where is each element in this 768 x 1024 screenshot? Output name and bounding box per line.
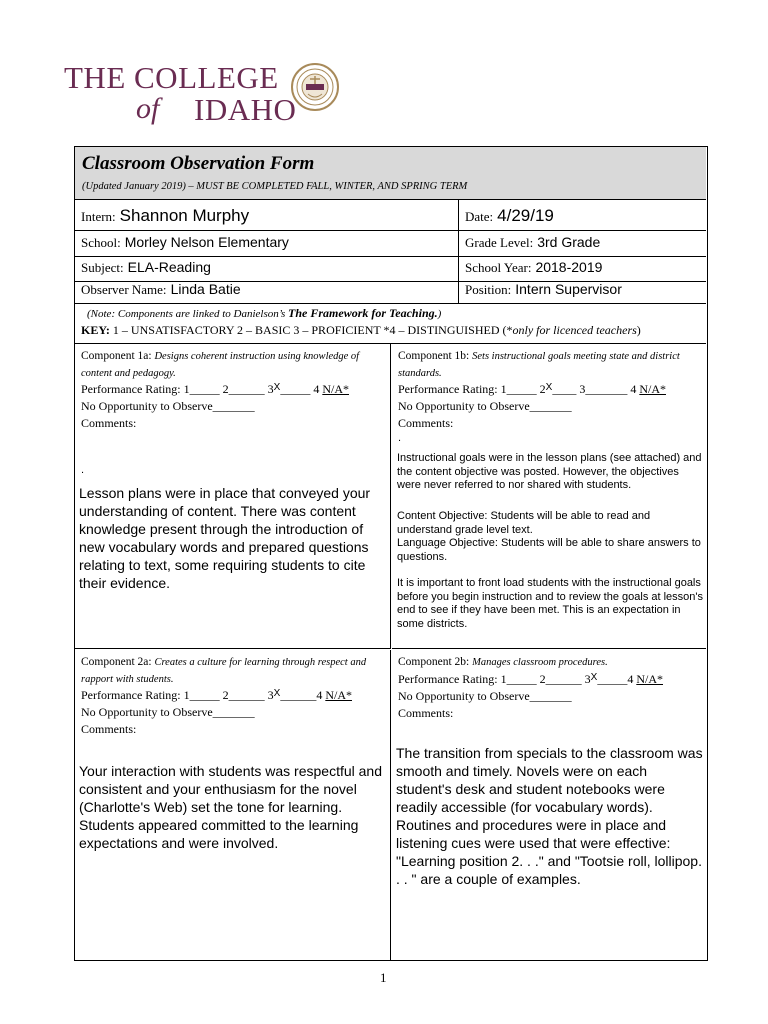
grade-value: 3rd Grade bbox=[537, 234, 601, 250]
rating-scale-end: ____ 3_______ 4 bbox=[552, 382, 640, 396]
observer-row bbox=[75, 282, 706, 304]
logo-text-of: of bbox=[136, 92, 160, 125]
rating-na: N/A* bbox=[639, 382, 666, 396]
component-1a-label: Component 1a: bbox=[81, 350, 155, 362]
form-title-bar bbox=[75, 147, 706, 200]
observer-label: Observer Name: bbox=[81, 282, 167, 297]
rating-scale-end: _____ 4 bbox=[280, 382, 323, 396]
logo-text-line2: IDAHO bbox=[194, 92, 297, 127]
component-1b-desc: Sets instructional goals meeting state and district standards. bbox=[398, 351, 680, 379]
school-year-value: 2018-2019 bbox=[535, 259, 603, 275]
component-1b-heading bbox=[398, 348, 700, 382]
school-row bbox=[75, 231, 706, 257]
rating-scale: Performance Rating: 1_____ 2 bbox=[398, 382, 546, 396]
intern-value: Shannon Murphy bbox=[119, 206, 250, 225]
component-1a-comment: Lesson plans were in place that conveyed your understanding of content. There was content knowledge present through the introduction of new vocabulary words and prepared questions relating to text, some requiring students to cite their evidence. bbox=[79, 485, 371, 591]
page-number: 1 bbox=[380, 970, 387, 985]
component-1b bbox=[392, 344, 706, 649]
framework-note bbox=[75, 303, 706, 344]
rating-scale: Performance Rating: 1_____ 2______ 3 bbox=[398, 672, 591, 686]
school-year-label: School Year: bbox=[465, 260, 532, 275]
component-2b-desc: Manages classroom procedures. bbox=[472, 657, 608, 668]
rating-scale: Performance Rating: 1_____ 2______ 3 bbox=[81, 688, 274, 702]
observer-value: Linda Batie bbox=[170, 281, 241, 297]
component-1a bbox=[75, 344, 391, 649]
component-2b-rating bbox=[398, 672, 663, 687]
component-2a-label: Component 2a: bbox=[81, 656, 155, 668]
component-2a bbox=[75, 650, 391, 960]
component-1a-heading bbox=[81, 348, 384, 382]
date-value: 4/29/19 bbox=[497, 206, 554, 225]
date-label: Date: bbox=[465, 209, 494, 224]
component-2a-rating bbox=[81, 688, 352, 703]
key-text: 1 – UNSATISFACTORY 2 – BASIC 3 – PROFICIENT *4 – DISTINGUISHED (* bbox=[109, 323, 513, 337]
logo-text-line1: THE COLLEGE bbox=[64, 60, 279, 95]
component-2b-label: Component 2b: bbox=[398, 656, 473, 668]
note-prefix: (Note: Components are linked to Danielson’s bbox=[87, 308, 289, 320]
rating-scale: Performance Rating: 1_____ 2______ 3 bbox=[81, 382, 274, 396]
no-opportunity-line: No Opportunity to Observe_______ bbox=[81, 705, 255, 719]
rating-na: N/A* bbox=[325, 688, 352, 702]
component-2a-heading bbox=[81, 654, 384, 688]
college-seal-icon bbox=[290, 62, 340, 112]
school-value: Morley Nelson Elementary bbox=[124, 234, 289, 250]
observation-form bbox=[74, 146, 708, 961]
form-subtitle: (Updated January 2019) – MUST BE COMPLETED FALL, WINTER, AND SPRING TERM bbox=[82, 181, 468, 192]
component-2b bbox=[392, 650, 706, 960]
intern-row bbox=[75, 200, 706, 231]
subject-label: Subject: bbox=[81, 260, 124, 275]
subject-row bbox=[75, 257, 706, 282]
component-1b-comment-2: Content Objective: Students will be able to read and understand grade level text. bbox=[397, 510, 651, 536]
no-opportunity-line: No Opportunity to Observe_______ bbox=[81, 399, 255, 413]
component-1b-comment-1: Instructional goals were in the lesson plans (see attached) and the content objective was posted. However, the objectives were never referred to nor shared with students. bbox=[397, 452, 702, 491]
no-opportunity-line: No Opportunity to Observe_______ bbox=[398, 399, 572, 413]
comments-label: Comments: bbox=[398, 416, 454, 430]
component-2b-heading bbox=[398, 654, 700, 671]
component-2b-comment: The transition from specials to the classroom was smooth and timely. Novels were on each student's desk and student notebooks were readily accessible (for vocabulary words). Routines and procedures were in place and listening cues were used that were effective: "Learning position 2. . ." and "Tootsie roll, lollipop. . . " are a couple of examples. bbox=[396, 745, 703, 887]
no-opportunity-line: No Opportunity to Observe_______ bbox=[398, 689, 572, 703]
rating-scale-end: _____4 bbox=[597, 672, 637, 686]
note-bold: The Framework for Teaching. bbox=[288, 306, 438, 320]
comment-dot: . bbox=[81, 464, 85, 476]
position-value: Intern Supervisor bbox=[515, 281, 622, 297]
note-suffix: ) bbox=[437, 308, 442, 320]
comments-label: Comments: bbox=[398, 706, 454, 720]
framework-note-line bbox=[87, 306, 441, 321]
grade-label: Grade Level: bbox=[465, 235, 534, 250]
component-1b-rating bbox=[398, 382, 666, 397]
school-label: School: bbox=[81, 235, 121, 250]
subject-value: ELA-Reading bbox=[127, 259, 211, 275]
component-1b-label: Component 1b: bbox=[398, 350, 473, 362]
rating-mark: X bbox=[273, 688, 281, 699]
component-1a-desc: Designs coherent instruction using knowledge of content and pedagogy. bbox=[81, 351, 360, 379]
component-1a-rating bbox=[81, 382, 349, 397]
comments-label: Comments: bbox=[81, 722, 137, 736]
key-italic: only for licenced teachers bbox=[512, 323, 637, 337]
comments-label: Comments: bbox=[81, 416, 137, 430]
component-1b-comment-3: Language Objective: Students will be able to share answers to questions. bbox=[397, 537, 701, 563]
component-2a-comment: Your interaction with students was respectful and consistent and your enthusiasm for the novel (Charlotte's Web) set the tone for learning. Students appeared committed to the learning expectations and were involved. bbox=[79, 763, 382, 851]
key-label: KEY: bbox=[81, 323, 110, 337]
college-logo bbox=[64, 58, 354, 136]
component-2a-desc: Creates a culture for learning through respect and rapport with students. bbox=[81, 657, 367, 685]
rating-na: N/A* bbox=[322, 382, 349, 396]
rating-na: N/A* bbox=[636, 672, 663, 686]
rating-key bbox=[81, 323, 641, 338]
key-end: ) bbox=[636, 323, 641, 337]
form-title: Classroom Observation Form bbox=[82, 153, 315, 174]
position-label: Position: bbox=[465, 282, 512, 297]
rating-mark: X bbox=[590, 672, 598, 683]
comment-dot: . bbox=[398, 432, 402, 444]
component-1b-comment-4: It is important to front load students with the instructional goals before you begin instruction and to review the goals at lesson's end to see if they have been met. This is an expectation in some districts. bbox=[397, 577, 704, 630]
rating-mark: X bbox=[545, 382, 553, 393]
rating-mark: X bbox=[273, 382, 281, 393]
intern-label: Intern: bbox=[81, 209, 116, 224]
rating-scale-end: ______4 bbox=[280, 688, 326, 702]
